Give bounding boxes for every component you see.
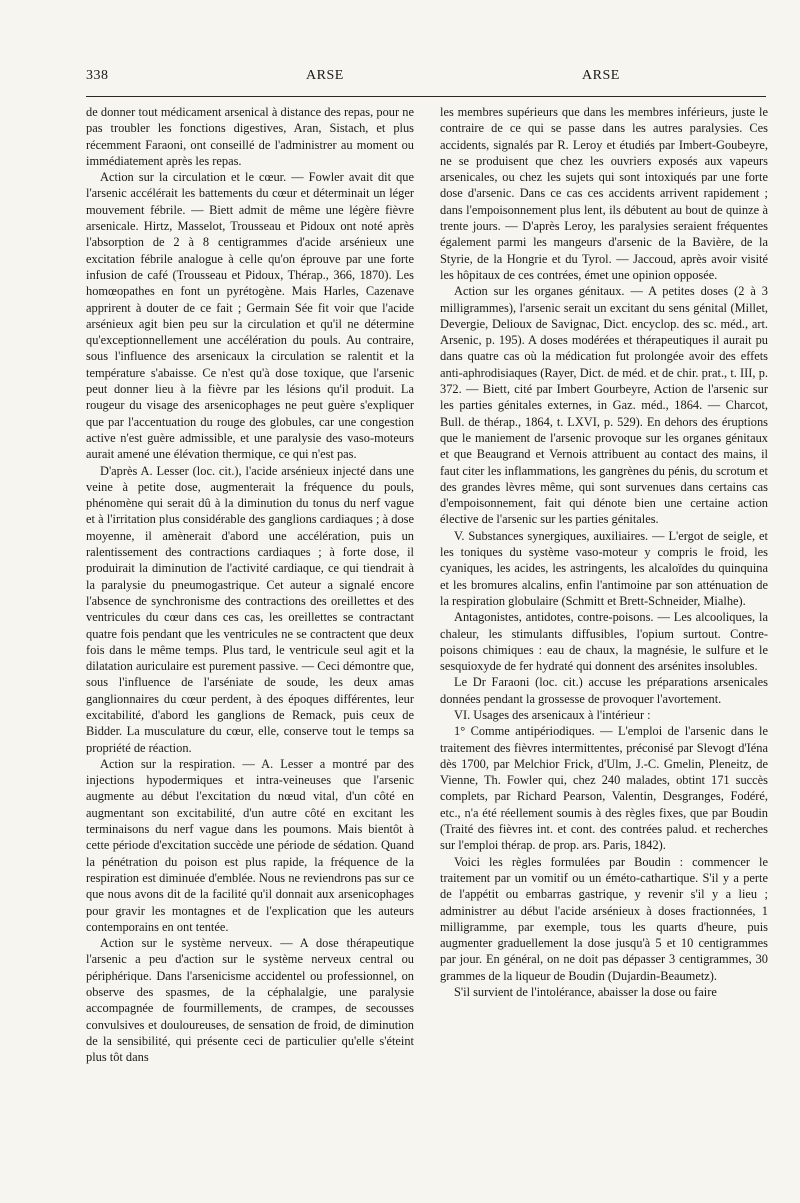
paragraph: 1° Comme antipériodiques. — L'emploi de l'arsenic dans le traitement des fièvres intermittentes, préconisé par Slevogt d'Iéna dès 1700, par Melchior Frick, d'Ulm, J.-C. Gmelin, Pleneitz, de Vienne, Th. Fowler qui, chez 240 malades, obtint 171 succès complets, par Richard Pearson, Valentin, Desgranges, Fodéré, etc., n'a été réellement soumis à des règles fixes, que par Boudin (Traité des fièvres int. et cont. des contrées palud. et recherches sur l'emploi thérap. de prop. ars. Paris, 1842). — [440, 724, 768, 853]
running-head-right: ARSE — [582, 68, 620, 83]
paragraph: Action sur la circulation et le cœur. — Fowler avait dit que l'arsenic accélérait les battements du cœur et déterminait un léger mouvement fébrile. — Biett admit de même une légère fièvre arsenicale. Hirtz, Masselot, Trousseau et Pidoux ont noté après l'absorption de 2 à 8 centigrammes d'acide arsénieux une excitation fébrile analogue à celle qu'on éprouve par une forte infusion de café (Trousseau et Pidoux, Thérap., 366, 1870). Les homœopathes en font un pyrétogène. Mais Harles, Cazenave apprirent à douter de ce fait ; Germain Sée fit voir que l'acide arsénieux agit bien peu sur la circulation et qu'il ne détermine qu'exceptionnellement une accélération du pouls. Au contraire, sous l'influence des arsenicaux la circulation se ralentit et la température s'abaisse. Ce n'est qu'à dose toxique, que l'arsenic peut donner lieu à la fièvre par les lésions qu'il produit. La rougeur du visage des arsenicophages ne peut guère s'expliquer que par l'accentuation du rouge des globules, car une congestion active n'est guère admissible, et une paralysie des vaso-moteurs aurait amené une élévation thermique, ce qui n'est pas. — [86, 170, 414, 462]
paragraph: Le Dr Faraoni (loc. cit.) accuse les préparations arsenicales données pendant la grossesse de provoquer l'avortement. — [440, 675, 768, 706]
page-header — [86, 68, 766, 92]
paragraph: Action sur les organes génitaux. — A petites doses (2 à 3 milligrammes), l'arsenic serait un excitant du sens génital (Millet, Devergie, Delioux de Savignac, Dict. encyclop. des sc. méd., art. Arsenic, p. 195). A doses modérées et thérapeutiques il aurait pu dans quatre cas où la médication fut prolongée avoir des effets anti-aphrodisiaques (Rayer, Dict. de méd. et de chir. prat., t. III, p. 372. — Biett, cité par Imbert Gourbeyre, Action de l'arsenic sur les parties génitales externes, in Gaz. méd., 1864. — Charcot, Bull. de thérap., 1864, t. LXVI, p. 529). En dehors des éruptions que le maniement de l'arsenic provoque sur les organes génitaux et que Beaugrand et Vernois attribuent au contact des mains, il faut citer les inflammations, les gangrènes du pénis, du scrotum et des grandes lèvres même, qui sont survenues dans certains cas d'empoisonnement, fait qui dénote bien une certaine action élective de l'arsenic sur les parties génitales. — [440, 284, 768, 527]
section-heading-paragraph: V. Substances synergiques, auxiliaires. — L'ergot de seigle, et les toniques du système vaso-moteur y compris le froid, les cyaniques, les acides, les astringents, les alcaloïdes du quinquina et les bromures alcalins, enfin l'antimoine par son atténuation de la respiration globulaire (Schmitt et Brett-Schneider, Mialhe). — [440, 528, 768, 608]
paragraph: les membres supérieurs que dans les membres inférieurs, juste le contraire de ce qui se passe dans les autres paralysies. Ces accidents, signalés par R. Leroy et étudiés par Imbert-Goubeyre, ne se produisent que chez les ouvriers exposés aux vapeurs arsenicales, ou chez les sujets qui sont intoxiqués par une forte dose d'arsenic. Dans ce cas ces accidents arrivent rapidement ; dans l'empoisonnement plus lent, ils débutent au bout de quinze à trente jours. — D'après Leroy, les paralysies seraient fréquentes également parmi les mangeurs d'arsenic de la Bavière, de la Styrie, de la Hongrie et du Tyrol. — Jaccoud, après avoir visité les hôpitaux de ces contrées, émet une opinion opposée. — [440, 105, 768, 282]
paragraph: Antagonistes, antidotes, contre-poisons. — Les alcooliques, la chaleur, les stimulants diffusibles, l'opium surtout. Contre-poisons chimiques : eau de chaux, la magnésie, le sulfure et le sesquioxyde de fer hydraté qui donnent des arsénites insolubles. — [440, 610, 768, 674]
paragraph: Action sur le système nerveux. — A dose thérapeutique l'arsenic a peu d'action sur le système nerveux central ou périphérique. Dans l'arsenicisme accidentel ou professionnel, on observe des spasmes, de la céphalalgie, une paralysie accompagnée de fourmillements, de crampes, de secousses convulsives et douloureuses, de sensation de froid, de diminution de la sensibilité, qui présente ceci de particulier qu'elle s'éteint plus tôt dans — [86, 936, 414, 1065]
running-head-left: ARSE — [306, 68, 344, 83]
left-column — [86, 104, 414, 1066]
paragraph: de donner tout médicament arsenical à distance des repas, pour ne pas troubler les fonctions digestives, Aran, Sistach, et plus récemment Faraoni, ont conseillé de l'administrer au moment ou immédiatement après les repas. — [86, 105, 414, 168]
page-number: 338 — [86, 68, 109, 83]
paragraph: Voici les règles formulées par Boudin : commencer le traitement par un vomitif ou un éméto-cathartique. S'il y a perte de l'appétit ou embarras gastrique, y revenir s'il y a lieu ; administrer au début l'acide arsénieux à doses fractionnées, 1 milligramme, par exemple, tous les quarts d'heure, puis augmenter graduellement la dose jusqu'à 5 et 10 centigrammes par jour. En général, on ne doit pas dépasser 3 centigrammes, 30 grammes de la liqueur de Boudin (Dujardin-Beaumetz). — [440, 854, 768, 983]
section-heading: VI. Usages des arsenicaux à l'intérieur : — [454, 707, 651, 722]
paragraph: D'après A. Lesser (loc. cit.), l'acide arsénieux injecté dans une veine à petite dose, augmenterait la fréquence du pouls, phénomène qui serait dû à la diminution du tonus du nerf vague et à l'irritation plus considérable des ganglions cardiaques ; à dose moyenne, il amènerait d'abord une accélération, puis un ralentissement des contractions cardiaques ; à forte dose, il produirait la diminution de l'activité cardiaque, ce qui tiendrait à la paralysie du pneumogastrique. Cet auteur a signalé encore l'absence de synchronisme des contractions des oreillettes et des ventricules du cœur dans ces cas, les oreillettes se contractant quatre fois pendant que les ventricules ne se contractent que deux fois dans le même temps. Plus tard, le ventricule seul agit et la dilatation auriculaire est purement passive. — Ceci démontre que, sous l'influence de l'arséniate de soude, les deux amas ganglionnaires du cœur perdent, à des époques différentes, leur excitabilité, d'abord les ganglions de Remack, puis ceux de Bidder. La musculature du cœur, elle, conserve tout le temps sa propriété de réaction. — [86, 463, 414, 755]
right-column — [440, 104, 768, 1000]
paragraph: S'il survient de l'intolérance, abaisser la dose ou faire — [454, 985, 717, 1000]
header-rule — [86, 96, 766, 97]
paragraph: Action sur la respiration. — A. Lesser a montré par des injections hypodermiques et intra-veineuses que l'arsenic augmente au début l'excitation du nœud vital, d'un côté en augmentant son excitabilité, d'un autre côté en excitant les terminaisons du nerf vague dans les poumons. Mais bientôt à cette période d'excitation succède une période de sédation. Quand la pénétration du poison est plus rapide, la fréquence de la respiration est diminuée d'emblée. Nous ne reviendrons pas sur ce que nous avons dit de la facilité qu'il donnait aux arsenicophages pour gravir les montagnes et de l'explication que les auteurs contemporains en ont tentée. — [86, 756, 414, 934]
